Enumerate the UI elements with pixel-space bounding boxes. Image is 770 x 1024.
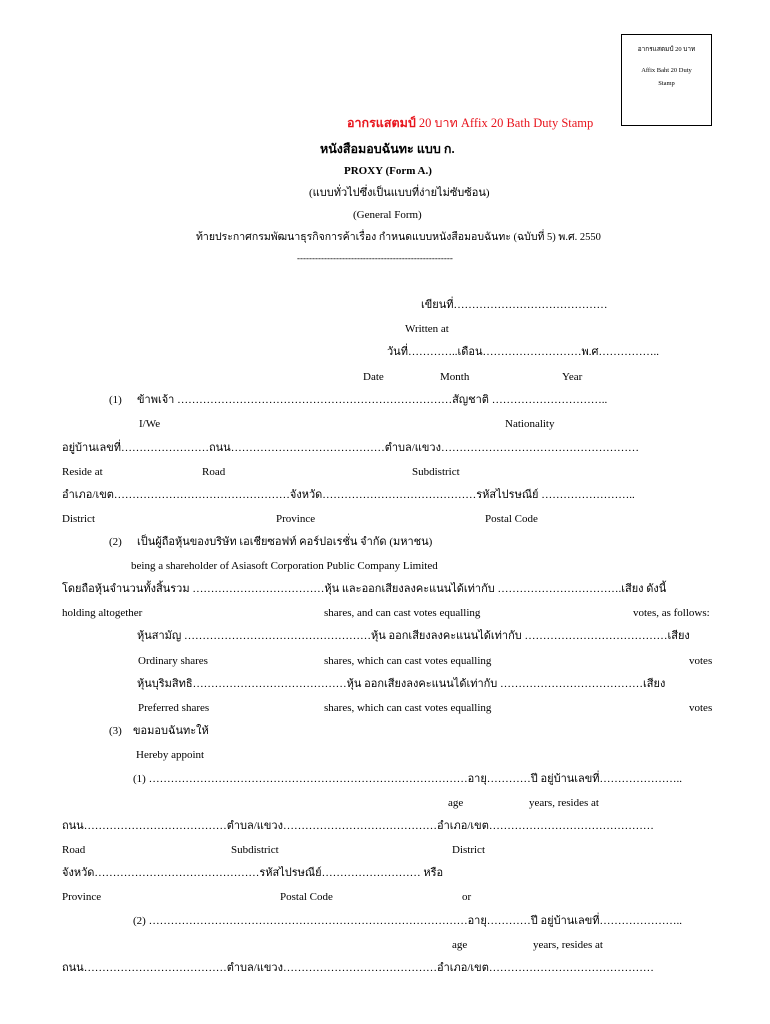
shareholder-th: เป็นผู้ถือหุ้นของบริษัท เอเชียซอฟท์ คอร์ปอเรชั่น จำกัด (มหาชน) [137,536,433,548]
proxy-1-or-label: or [462,891,472,903]
form-title-en: PROXY (Form A.) [344,165,432,177]
reside-label: Reside at [62,466,103,478]
subdistrict-label: Subdistrict [412,466,460,478]
holding-shares-field[interactable]: โดยถือหุ้นจำนวนทั้งสิ้นรวม ………………………………หุ้น และออกเสียงลงคะแนนได้เท่ากับ …………………………….เสียง ดังนี้ [62,583,667,595]
written-at-field[interactable]: เขียนที่…………………………………… [421,299,608,311]
date-label: Date [363,371,384,383]
appoint-th: ขอมอบฉันทะให้ [133,725,209,737]
date-field[interactable]: วันที่…………..เดือน………………………พ.ศ…………….. [387,346,659,358]
stamp-line-1: อากรแสตมป์ 20 บาท [637,46,696,53]
proxy-1-postal-label: Postal Code [280,891,333,903]
proxy-2-years-label: years, resides at [533,939,603,951]
proxy-1-subdistrict-label: Subdistrict [231,844,279,856]
proxy-1-name-field[interactable]: (1) ……………………………………………………………………………อายุ…………ปี อยู่บ้านเลขที่………………….. [133,773,683,785]
road-label: Road [202,466,226,478]
iwe-label: I/We [139,418,161,430]
year-label: Year [562,371,583,383]
name-nationality-field[interactable]: ข้าพเจ้า …………………………………………………………………สัญชาติ ………………………….. [137,394,608,406]
section-2-number: (2) [109,536,122,548]
stamp-line-3: Stamp [658,80,675,87]
shares-cast-label: shares, and can cast votes equalling [324,607,481,619]
ordinary-shares-label: Ordinary shares [138,655,208,667]
duty-stamp-box [621,34,712,126]
proxy-1-road-field[interactable]: ถนน…………………………………ตำบล/แขวง……………………………………อำเภอ/เขต……………………………………… [62,820,654,832]
stamp-note-th: อากรแสตมป์ [347,116,416,130]
proxy-1-district-label: District [452,844,485,856]
stamp-note [347,117,593,130]
votes-follows-label: votes, as follows: [633,607,710,619]
header-divider: ---------------------------------------------------- [297,253,453,263]
stamp-note-rest: 20 บาท Affix 20 Bath Duty Stamp [418,116,594,130]
appoint-en: Hereby appoint [136,749,205,761]
form-subtitle-en: (General Form) [353,209,422,221]
proxy-2-age-label: age [452,939,468,951]
proxy-2-name-field[interactable]: (2) ……………………………………………………………………………อายุ…………ปี อยู่บ้านเลขที่………………….. [133,915,683,927]
ordinary-cast-label: shares, which can cast votes equalling [324,655,492,667]
province-label: Province [276,513,316,525]
proxy-1-road-label: Road [62,844,86,856]
proxy-1-years-label: years, resides at [529,797,599,809]
preferred-votes-label: votes [689,702,713,714]
proxy-1-province-field[interactable]: จังหวัด………………………………………รหัสไปรษณีย์……………………… หรือ [62,867,444,879]
section-1-number: (1) [109,394,122,406]
section-3-number: (3) [109,725,122,737]
form-title-th: หนังสือมอบฉันทะ แบบ ก. [320,142,455,156]
written-at-label: Written at [405,323,449,335]
district-label: District [62,513,95,525]
proxy-2-road-field[interactable]: ถนน…………………………………ตำบล/แขวง……………………………………อำเภอ/เขต……………………………………… [62,962,654,974]
preferred-cast-label: shares, which can cast votes equalling [324,702,492,714]
nationality-label: Nationality [505,418,555,430]
address-field[interactable]: อยู่บ้านเลขที่……………………ถนน……………………………………ตำบล/แขวง……………………………………………… [62,442,639,454]
shareholder-en: being a shareholder of Asiasoft Corporation Public Company Limited [131,560,438,572]
stamp-line-2: Affix Baht 20 Duty [641,66,692,74]
ordinary-votes-label: votes [689,655,713,667]
proxy-1-age-label: age [448,797,464,809]
form-subtitle-th: (แบบทั่วไปซึ่งเป็นแบบที่ง่ายไม่ซับซ้อน) [309,187,490,199]
preferred-shares-field[interactable]: หุ้นบุริมสิทธิ……………………………………หุ้น ออกเสียงลงคะแนนได้เท่ากับ …………………………………เสียง [137,678,666,690]
district-province-field[interactable]: อำเภอ/เขต…………………………………………จังหวัด……………………………………รหัสไปรษณีย์ …………………….. [62,489,635,501]
preferred-shares-label: Preferred shares [138,702,210,714]
proxy-1-province-label: Province [62,891,102,903]
form-annex: ท้ายประกาศกรมพัฒนาธุรกิจการค้าเรื่อง กำหนดแบบหนังสือมอบฉันทะ (ฉบับที่ 5) พ.ศ. 2550 [196,232,601,243]
postal-code-label: Postal Code [485,513,538,525]
month-label: Month [440,371,470,383]
holding-label: holding altogether [62,607,143,619]
ordinary-shares-field[interactable]: หุ้นสามัญ ……………………………………………หุ้น ออกเสียงลงคะแนนได้เท่ากับ …………………………………เสียง [137,630,690,642]
